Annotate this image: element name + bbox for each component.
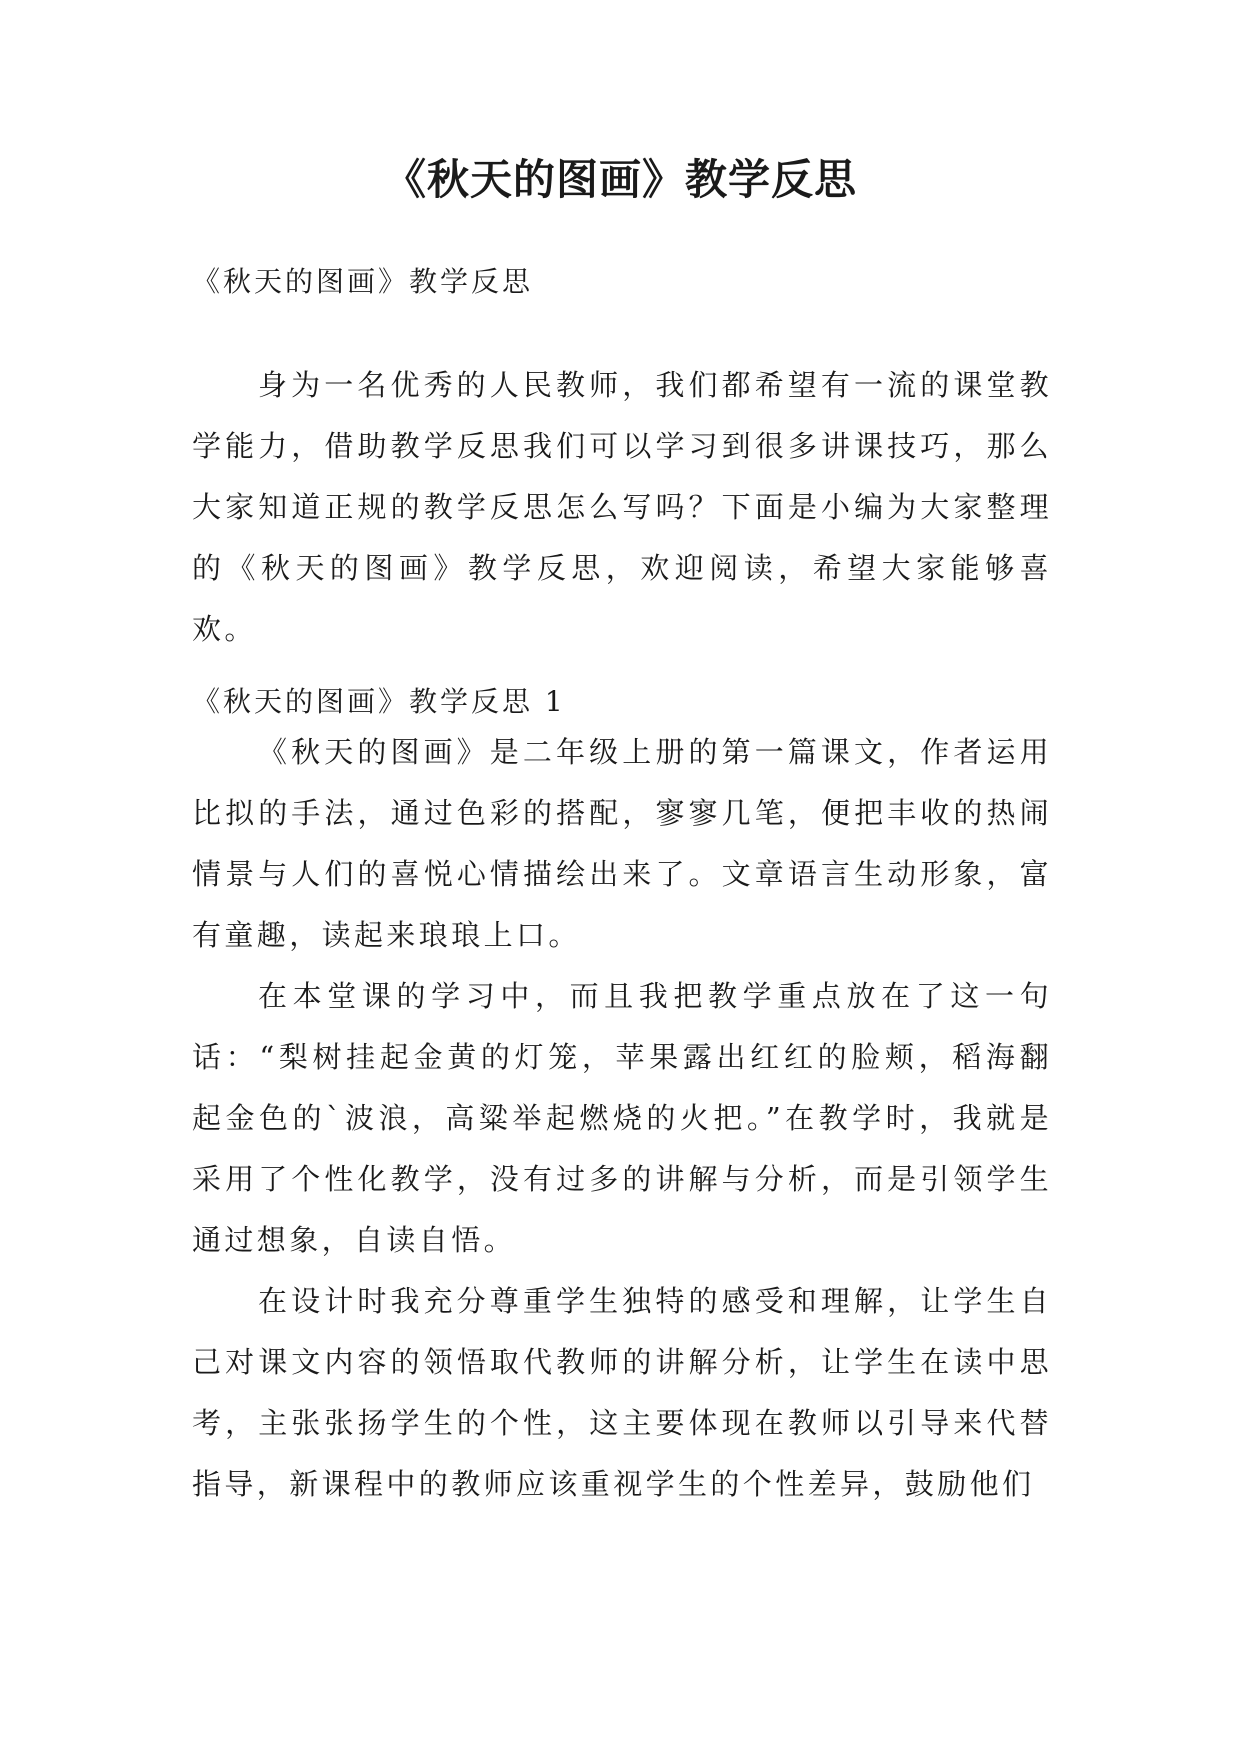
document-subtitle: 《秋天的图画》教学反思: [192, 265, 534, 298]
intro-paragraph: 身为一名优秀的人民教师，我们都希望有一流的课堂教学能力，借助教学反思我们可以学习到很多讲课技巧，那么大家知道正规的教学反思怎么写吗？下面是小编为大家整理的《秋天的图画》教学反思，欢迎阅读，希望大家能够喜欢。: [192, 368, 1052, 646]
section-1-heading: 《秋天的图画》教学反思 1: [192, 685, 566, 718]
document-title: 《秋天的图画》教学反思: [383, 155, 857, 204]
section-1-paragraph-1: 《秋天的图画》是二年级上册的第一篇课文，作者运用比拟的手法，通过色彩的搭配，寥寥几笔，便把丰收的热闹情景与人们的喜悦心情描绘出来了。文章语言生动形象，富有童趣，读起来琅琅上口。: [192, 735, 1052, 952]
section-1-paragraph-2: 在本堂课的学习中，而且我把教学重点放在了这一句话：“梨树挂起金黄的灯笼，苹果露出红红的脸颊，稻海翻起金色的`波浪，高粱举起燃烧的火把。”在教学时，我就是采用了个性化教学，没有过多的讲解与分析，而是引领学生通过想象，自读自悟。: [192, 979, 1052, 1257]
section-1-paragraph-3: 在设计时我充分尊重学生独特的感受和理解，让学生自己对课文内容的领悟取代教师的讲解分析，让学生在读中思考，主张张扬学生的个性，这主要体现在教师以引导来代替指导，新课程中的教师应该重视学生的个性差异，鼓励他们: [192, 1284, 1052, 1501]
